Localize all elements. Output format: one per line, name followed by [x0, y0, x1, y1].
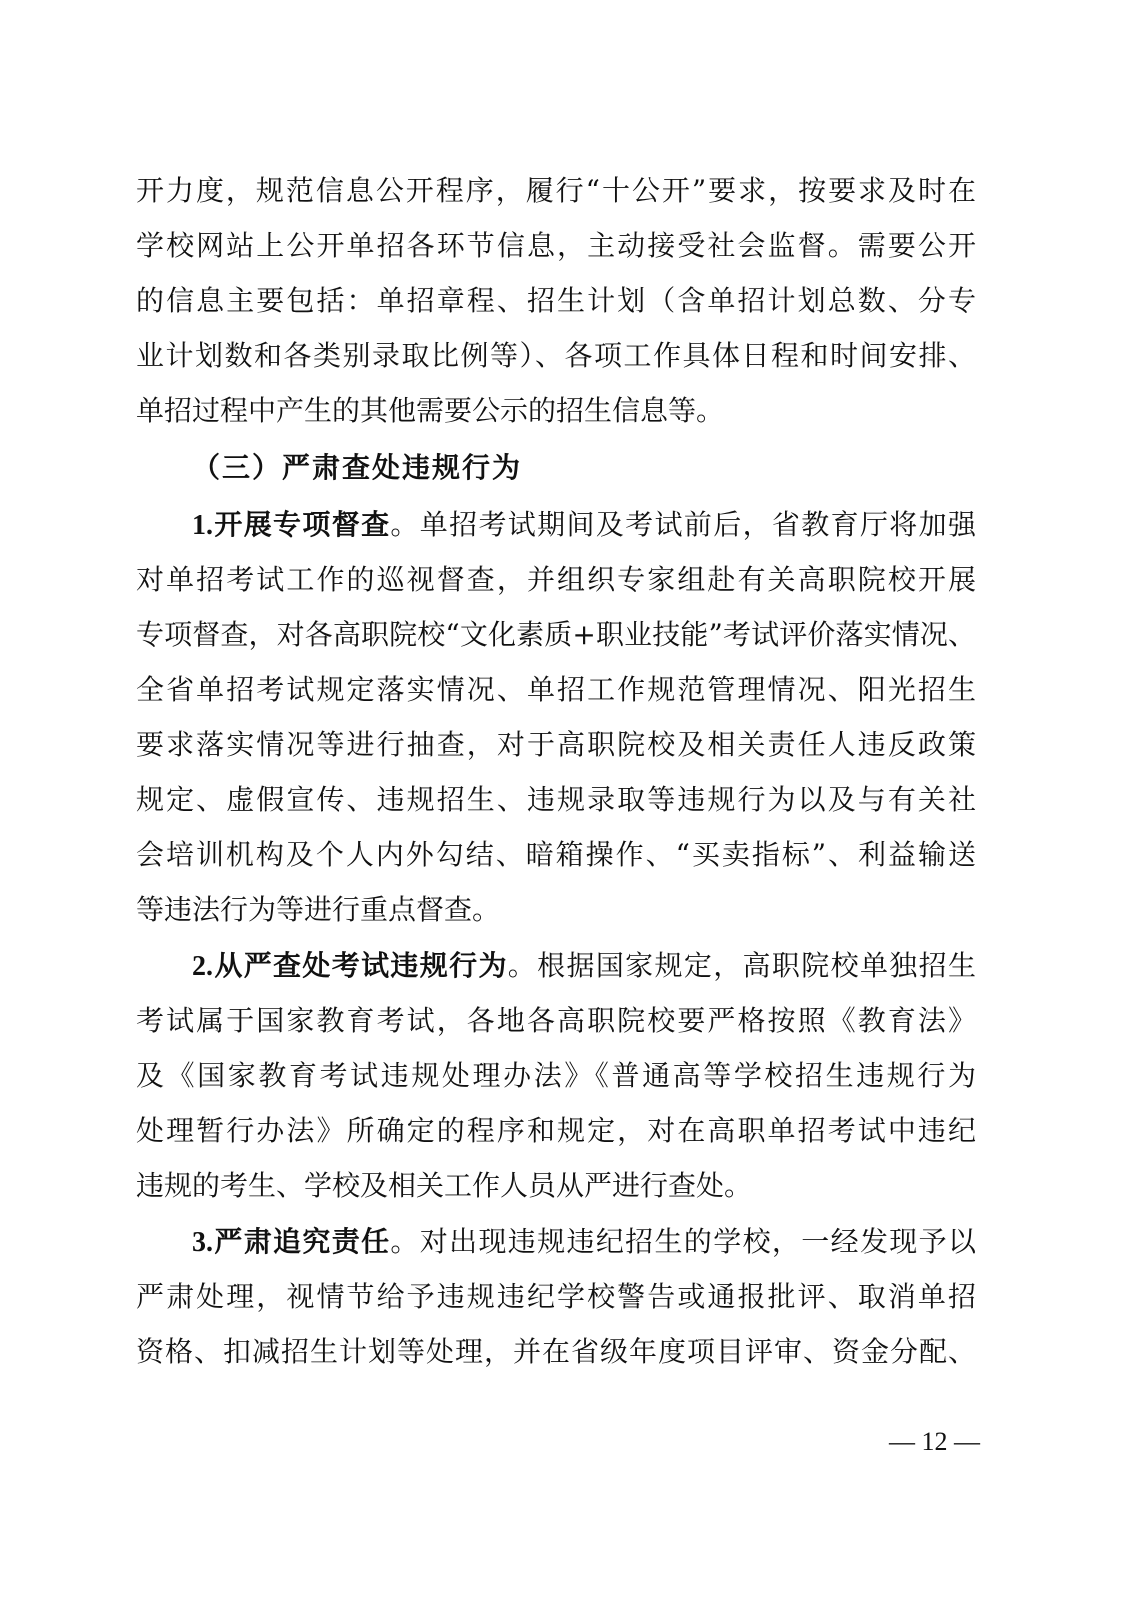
text-line: 考试属于国家教育考试，各地各高职院校要严格按照《教育法》 — [136, 1004, 976, 1037]
text-line: 全省单招考试规定落实情况、单招工作规范管理情况、阳光招生 — [136, 673, 976, 706]
page-number: — 12 — — [889, 1427, 980, 1456]
section-heading: （三）严肃查处违规行为 — [192, 451, 523, 484]
item-number: 1. — [192, 510, 213, 541]
text-line: 资格、扣减招生计划等处理，并在省级年度项目评审、资金分配、 — [136, 1335, 976, 1368]
text-line: 违规的考生、学校及相关工作人员从严进行查处。 — [136, 1169, 753, 1202]
item-text: 。根据国家规定，高职院校单独招生 — [507, 949, 976, 982]
text-line: 等违法行为等进行重点督查。 — [136, 893, 501, 926]
text-line: 严肃处理，视情节给予违规违纪学校警告或通报批评、取消单招 — [136, 1280, 976, 1313]
text-line: 业计划数和各类别录取比例等）、各项工作具体日程和时间安排、 — [136, 339, 976, 372]
text-line — [192, 1222, 976, 1262]
text-line: 会培训机构及个人内外勾结、暗箱操作、“买卖指标”、利益输送 — [136, 838, 976, 871]
item-title: 严肃追究责任 — [213, 1225, 391, 1258]
text-line: 的信息主要包括：单招章程、招生计划（含单招计划总数、分专 — [136, 284, 976, 317]
text-line: 对单招考试工作的巡视督查，并组织专家组赴有关高职院校开展 — [136, 563, 976, 596]
text-line: 规定、虚假宣传、违规招生、违规录取等违规行为以及与有关社 — [136, 783, 976, 816]
item-text: 。对出现违规违纪招生的学校，一经发现予以 — [390, 1225, 976, 1258]
item-number: 2. — [192, 951, 213, 982]
text-line: 及《国家教育考试违规处理办法》《普通高等学校招生违规行为 — [136, 1059, 976, 1092]
item-number: 3. — [192, 1227, 213, 1258]
item-title: 从严查处考试违规行为 — [213, 949, 508, 982]
item-title: 开展专项督查 — [213, 508, 391, 541]
text-line: 开力度，规范信息公开程序，履行“十公开”要求，按要求及时在 — [136, 174, 976, 207]
text-line: 处理暂行办法》所确定的程序和规定，对在高职单招考试中违纪 — [136, 1114, 976, 1147]
item-text: 。单招考试期间及考试前后，省教育厅将加强 — [390, 508, 976, 541]
text-line — [192, 505, 976, 545]
text-line: 学校网站上公开单招各环节信息，主动接受社会监督。需要公开 — [136, 229, 976, 262]
text-line: 单招过程中产生的其他需要公示的招生信息等。 — [136, 394, 725, 427]
text-line — [192, 946, 976, 986]
text-line: 要求落实情况等进行抽查，对于高职院校及相关责任人违反政策 — [136, 728, 976, 761]
text-line: 专项督查，对各高职院校“文化素质+职业技能”考试评价落实情况、 — [136, 618, 976, 651]
